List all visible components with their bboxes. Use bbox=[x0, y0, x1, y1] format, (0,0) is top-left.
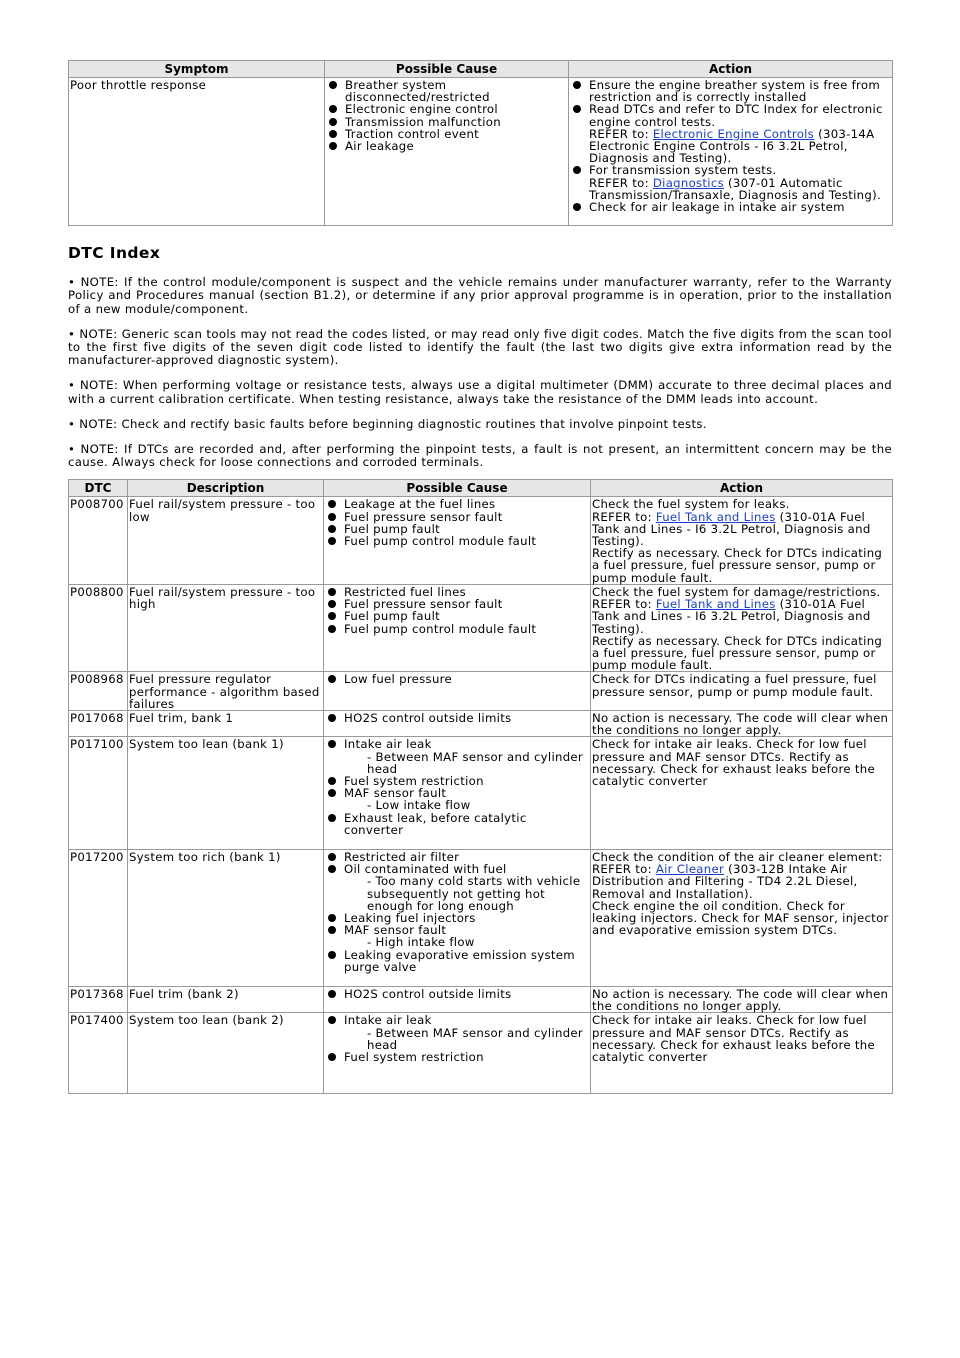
cause-item: Restricted air filter bbox=[344, 851, 589, 863]
link-fuel-tank-and-lines[interactable]: Fuel Tank and Lines bbox=[655, 509, 776, 524]
dtc-description: Fuel rail/system pressure - too low bbox=[128, 497, 324, 584]
cause-item: Leakage at the fuel lines bbox=[344, 498, 589, 510]
dtc-description: Fuel trim (bank 2) bbox=[128, 986, 324, 1012]
action-cell bbox=[591, 497, 893, 584]
action-text: Read DTCs and refer to DTC Index for electronic engine control tests. bbox=[589, 102, 883, 129]
symptom-table bbox=[68, 60, 893, 226]
header-possible-cause: Possible Cause bbox=[325, 61, 569, 78]
cause-item: Leaking evaporative emission system purge valve bbox=[344, 949, 589, 973]
cause-cell bbox=[324, 1013, 591, 1094]
refer-label: REFER to: bbox=[589, 126, 649, 141]
action-cell: No action is necessary. The code will clear when the conditions no longer apply. bbox=[591, 710, 893, 736]
refer-label: REFER to: bbox=[589, 175, 649, 190]
dtc-code: P017100 bbox=[69, 737, 128, 850]
cause-text: MAF sensor fault bbox=[344, 923, 447, 938]
dtc-description: System too lean (bank 2) bbox=[128, 1013, 324, 1094]
table-row bbox=[69, 986, 893, 1012]
cause-subnote: - Between MAF sensor and cylinder head bbox=[367, 1025, 584, 1052]
cause-cell bbox=[324, 672, 591, 711]
note-warranty: • NOTE: If the control module/component is suspect and the vehicle remains under manufacturer warranty, refer to the Warranty Policy and Procedures manual (section B1.2), or determine if any prior approval programme is in operation, prior to the installation of a new module/component. bbox=[68, 275, 892, 316]
dtc-description: System too rich (bank 1) bbox=[128, 849, 324, 986]
cause-item: Fuel pump control module fault bbox=[344, 623, 589, 635]
table-row bbox=[69, 78, 893, 226]
action-cell: No action is necessary. The code will clear when the conditions no longer apply. bbox=[591, 986, 893, 1012]
cause-item: Breather system disconnected/restricted bbox=[345, 79, 567, 103]
note-dmm: • NOTE: When performing voltage or resistance tests, always use a digital multimeter (DMM) accurate to three decimal places and with a current calibration certificate. When testing resistance, always take the resistance of the DMM leads into account. bbox=[68, 378, 892, 406]
symptom-table-header bbox=[69, 61, 893, 78]
action-cell: Check for intake air leaks. Check for low fuel pressure and MAF sensor DTCs. Rectify as necessary. Check for exhaust leaks before the catalytic converter bbox=[591, 1013, 893, 1094]
table-row bbox=[69, 737, 893, 850]
link-air-cleaner[interactable]: Air Cleaner bbox=[655, 862, 725, 877]
dtc-code: P008968 bbox=[69, 672, 128, 711]
table-row bbox=[69, 584, 893, 671]
cause-item: Fuel system restriction bbox=[344, 1051, 589, 1063]
action-cell: Check for intake air leaks. Check for low fuel pressure and MAF sensor DTCs. Rectify as necessary. Check for exhaust leaks before the catalytic converter bbox=[591, 737, 893, 850]
table-row bbox=[69, 710, 893, 736]
action-text: Rectify as necessary. Check for DTCs indicating a fuel pressure, fuel pressure sensor, pump or pump module fault. bbox=[592, 633, 883, 673]
dtc-description: Fuel rail/system pressure - too high bbox=[128, 584, 324, 671]
dtc-code: P017368 bbox=[69, 986, 128, 1012]
dtc-table bbox=[68, 479, 893, 1094]
cause-item: Transmission malfunction bbox=[345, 116, 567, 128]
header-dtc: DTC bbox=[69, 480, 128, 497]
refer-detail: (307-01 Automatic Transmission/Transaxle, Diagnosis and Testing). bbox=[589, 175, 881, 202]
dtc-code: P017068 bbox=[69, 710, 128, 736]
refer-detail: (310-01A Fuel Tank and Lines - I6 3.2L Petrol, Diagnosis and Testing). bbox=[592, 597, 871, 636]
cause-item: Fuel system restriction bbox=[344, 775, 589, 787]
cause-item: Low fuel pressure bbox=[344, 673, 589, 685]
action-item bbox=[589, 103, 891, 164]
cause-item: Fuel pump fault bbox=[344, 523, 589, 535]
cause-item bbox=[344, 863, 589, 912]
manual-page bbox=[68, 0, 892, 1094]
cause-item bbox=[344, 738, 589, 775]
action-item bbox=[589, 164, 891, 201]
cause-item: Fuel pump control module fault bbox=[344, 535, 589, 547]
section-title: DTC Index bbox=[68, 244, 161, 263]
cause-item bbox=[344, 1014, 589, 1051]
dtc-description: Fuel pressure regulator performance - algorithm based failures bbox=[128, 672, 324, 711]
action-text: Rectify as necessary. Check for DTCs indicating a fuel pressure, fuel pressure sensor, pump or pump module fault. bbox=[592, 546, 883, 585]
cause-item: Electronic engine control bbox=[345, 103, 567, 115]
action-cell bbox=[591, 849, 893, 986]
cause-cell bbox=[325, 78, 569, 226]
link-diagnostics[interactable]: Diagnostics bbox=[652, 175, 724, 190]
action-cell bbox=[569, 78, 893, 226]
header-action: Action bbox=[569, 61, 893, 78]
cause-text: Intake air leak bbox=[344, 737, 432, 752]
table-row bbox=[69, 672, 893, 711]
action-cell bbox=[591, 584, 893, 671]
cause-cell bbox=[324, 584, 591, 671]
note-intermittent: • NOTE: If DTCs are recorded and, after performing the pinpoint tests, a fault is not present, an intermittent concern may be the cause. Always check for loose connections and corroded terminals. bbox=[68, 442, 892, 470]
cause-item bbox=[344, 924, 589, 948]
action-text: Check the fuel system for damage/restrictions. bbox=[592, 584, 881, 599]
cause-cell bbox=[324, 710, 591, 736]
cause-text: MAF sensor fault bbox=[344, 786, 447, 801]
table-row bbox=[69, 1013, 893, 1094]
header-symptom: Symptom bbox=[69, 61, 325, 78]
cause-subnote: - High intake flow bbox=[367, 935, 475, 950]
cause-subnote: - Between MAF sensor and cylinder head bbox=[367, 749, 584, 776]
dtc-code: P008700 bbox=[69, 497, 128, 584]
cause-subnote: - Too many cold starts with vehicle subsequently not getting hot enough for long enough bbox=[367, 874, 581, 913]
link-fuel-tank-and-lines[interactable]: Fuel Tank and Lines bbox=[655, 597, 776, 612]
action-item: Ensure the engine breather system is free from restriction and is correctly installed bbox=[589, 79, 891, 103]
cause-item: Fuel pressure sensor fault bbox=[344, 511, 589, 523]
note-basic-faults: • NOTE: Check and rectify basic faults before beginning diagnostic routines that involve pinpoint tests. bbox=[68, 416, 707, 431]
action-text: Check the condition of the air cleaner element: bbox=[592, 849, 883, 864]
action-cell: Check for DTCs indicating a fuel pressure, fuel pressure sensor, pump or pump module fault. bbox=[591, 672, 893, 711]
cause-cell bbox=[324, 497, 591, 584]
table-row bbox=[69, 497, 893, 584]
cause-item: HO2S control outside limits bbox=[344, 712, 589, 724]
dtc-description: Fuel trim, bank 1 bbox=[128, 710, 324, 736]
dtc-code: P008800 bbox=[69, 584, 128, 671]
dtc-description: System too lean (bank 1) bbox=[128, 737, 324, 850]
cause-item: Air leakage bbox=[345, 140, 567, 152]
action-item: Check for air leakage in intake air system bbox=[589, 201, 891, 213]
cause-text: Intake air leak bbox=[344, 1013, 432, 1028]
cause-subnote: - Low intake flow bbox=[367, 798, 471, 813]
note-scan-tools: • NOTE: Generic scan tools may not read the codes listed, or may read only five digit codes. Match the five digits from the scan tool to the first five digits of the seven digit code listed to identify the fault (the last two digits give extra information read by the manufacturer-approved diagnostic system). bbox=[68, 326, 892, 368]
action-text: Check the fuel system for leaks. bbox=[592, 497, 790, 512]
refer-label: REFER to: bbox=[592, 597, 652, 612]
dtc-table-header bbox=[69, 480, 893, 497]
cause-cell bbox=[324, 737, 591, 850]
refer-label: REFER to: bbox=[592, 509, 652, 524]
symptom-cell: Poor throttle response bbox=[69, 78, 325, 226]
refer-detail: (310-01A Fuel Tank and Lines - I6 3.2L Petrol, Diagnosis and Testing). bbox=[592, 509, 871, 549]
cause-item: Fuel pressure sensor fault bbox=[344, 598, 589, 610]
cause-item: HO2S control outside limits bbox=[344, 988, 589, 1000]
header-possible-cause: Possible Cause bbox=[324, 480, 591, 497]
refer-label: REFER to: bbox=[592, 862, 652, 877]
cause-text: Oil contaminated with fuel bbox=[344, 862, 507, 877]
action-text: Check engine the oil condition. Check for leaking injectors. Check for MAF sensor, injector and evaporative emission system DTCs. bbox=[592, 898, 889, 938]
action-text: For transmission system tests. bbox=[589, 163, 777, 178]
cause-item: Traction control event bbox=[345, 128, 567, 140]
cause-item: Exhaust leak, before catalytic converter bbox=[344, 812, 589, 836]
cause-cell bbox=[324, 986, 591, 1012]
cause-item: Restricted fuel lines bbox=[344, 586, 589, 598]
table-row bbox=[69, 849, 893, 986]
refer-detail: (303-14A Electronic Engine Controls - I6 3.2L Petrol, Diagnosis and Testing). bbox=[589, 126, 875, 166]
cause-item: Fuel pump fault bbox=[344, 610, 589, 622]
cause-item: Leaking fuel injectors bbox=[344, 912, 589, 924]
link-electronic-engine-controls[interactable]: Electronic Engine Controls bbox=[652, 126, 815, 141]
cause-cell bbox=[324, 849, 591, 986]
header-description: Description bbox=[128, 480, 324, 497]
refer-detail: (303-12B Intake Air Distribution and Filtering - TD4 2.2L Diesel, Removal and Installation). bbox=[592, 862, 858, 901]
header-action: Action bbox=[591, 480, 893, 497]
dtc-code: P017400 bbox=[69, 1013, 128, 1094]
dtc-code: P017200 bbox=[69, 849, 128, 986]
cause-item bbox=[344, 787, 589, 811]
